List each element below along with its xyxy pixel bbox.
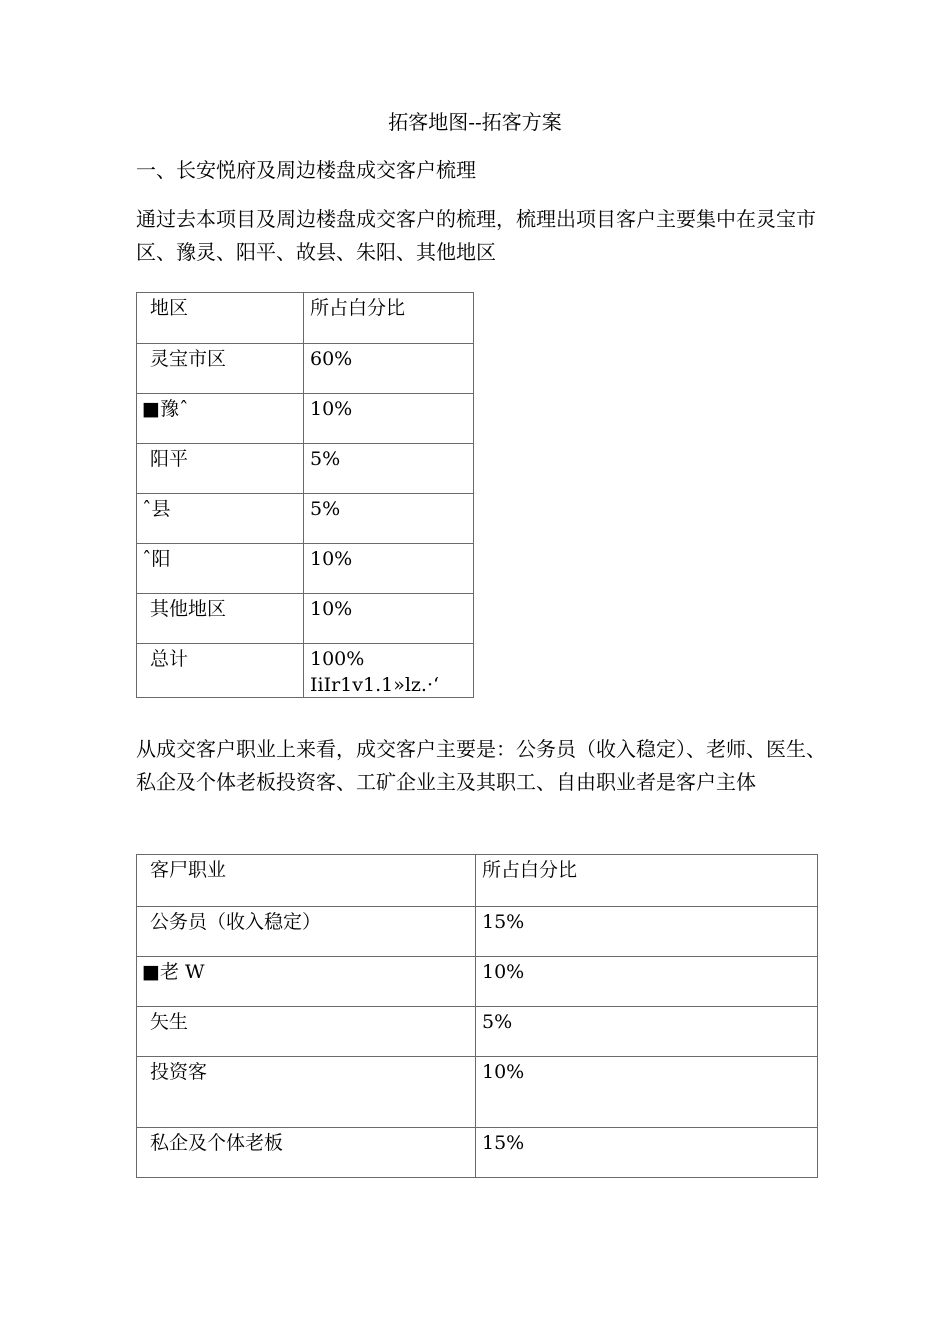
table-cell: 60% — [304, 344, 474, 394]
table-cell: ■豫ˆ — [137, 394, 304, 444]
table-cell: 10% — [476, 957, 818, 1007]
table-row — [137, 544, 474, 594]
table-row — [137, 344, 474, 394]
table-row — [137, 1057, 818, 1128]
table-cell: 私企及个体老板 — [137, 1128, 476, 1178]
table-header-cell: 客尸职业 — [137, 855, 476, 907]
table-cell: 总计 — [137, 644, 304, 698]
table-cell: 10% — [304, 544, 474, 594]
document-title: 拓客地图--拓客方案 — [388, 110, 562, 134]
table-cell: 10% — [476, 1057, 818, 1128]
table-cell: 15% — [476, 1128, 818, 1178]
table-cell: 阳平 — [137, 444, 304, 494]
table-cell — [304, 644, 474, 698]
table-cell: 5% — [476, 1007, 818, 1057]
table-header-cell: 所占白分比 — [304, 293, 474, 344]
region-share-table — [136, 292, 474, 698]
table-cell: 5% — [304, 494, 474, 544]
table-cell: 5% — [304, 444, 474, 494]
table-row — [137, 1128, 818, 1178]
table-header-row — [137, 855, 818, 907]
table-cell: 投资客 — [137, 1057, 476, 1128]
garbled-note: IiIr1v1.1»lz.·‘ — [310, 674, 440, 696]
occupation-share-table — [136, 854, 818, 1178]
table-cell: 公务员（收入稳定） — [137, 907, 476, 957]
table-row — [137, 644, 474, 698]
table-cell: 其他地区 — [137, 594, 304, 644]
table-row — [137, 957, 818, 1007]
table-header-row — [137, 293, 474, 344]
total-value: 100% — [310, 648, 365, 670]
table-cell: 矢生 — [137, 1007, 476, 1057]
table-cell: ■老 W — [137, 957, 476, 1007]
table-cell: 15% — [476, 907, 818, 957]
table-row — [137, 907, 818, 957]
table-cell: ˆ阳 — [137, 544, 304, 594]
table-header-cell: 地区 — [137, 293, 304, 344]
table-row — [137, 494, 474, 544]
table-row — [137, 394, 474, 444]
table-cell: 灵宝市区 — [137, 344, 304, 394]
table-cell: 10% — [304, 394, 474, 444]
table-row — [137, 594, 474, 644]
section-heading: 一、长安悦府及周边楼盘成交客户梳理 — [136, 158, 476, 182]
region-intro-paragraph: 通过去本项目及周边楼盘成交客户的梳理，梳理出项目客户主要集中在灵宝市区、豫灵、阳平、故县、朱阳、其他地区 — [136, 207, 816, 264]
table-row — [137, 1007, 818, 1057]
occupation-intro-paragraph: 从成交客户职业上来看，成交客户主要是：公务员（收入稳定）、老师、医生、私企及个体老板投资客、工矿企业主及其职工、自由职业者是客户主体 — [136, 737, 826, 794]
table-header-cell: 所占白分比 — [476, 855, 818, 907]
table-row — [137, 444, 474, 494]
table-cell: ˆ县 — [137, 494, 304, 544]
table-cell: 10% — [304, 594, 474, 644]
